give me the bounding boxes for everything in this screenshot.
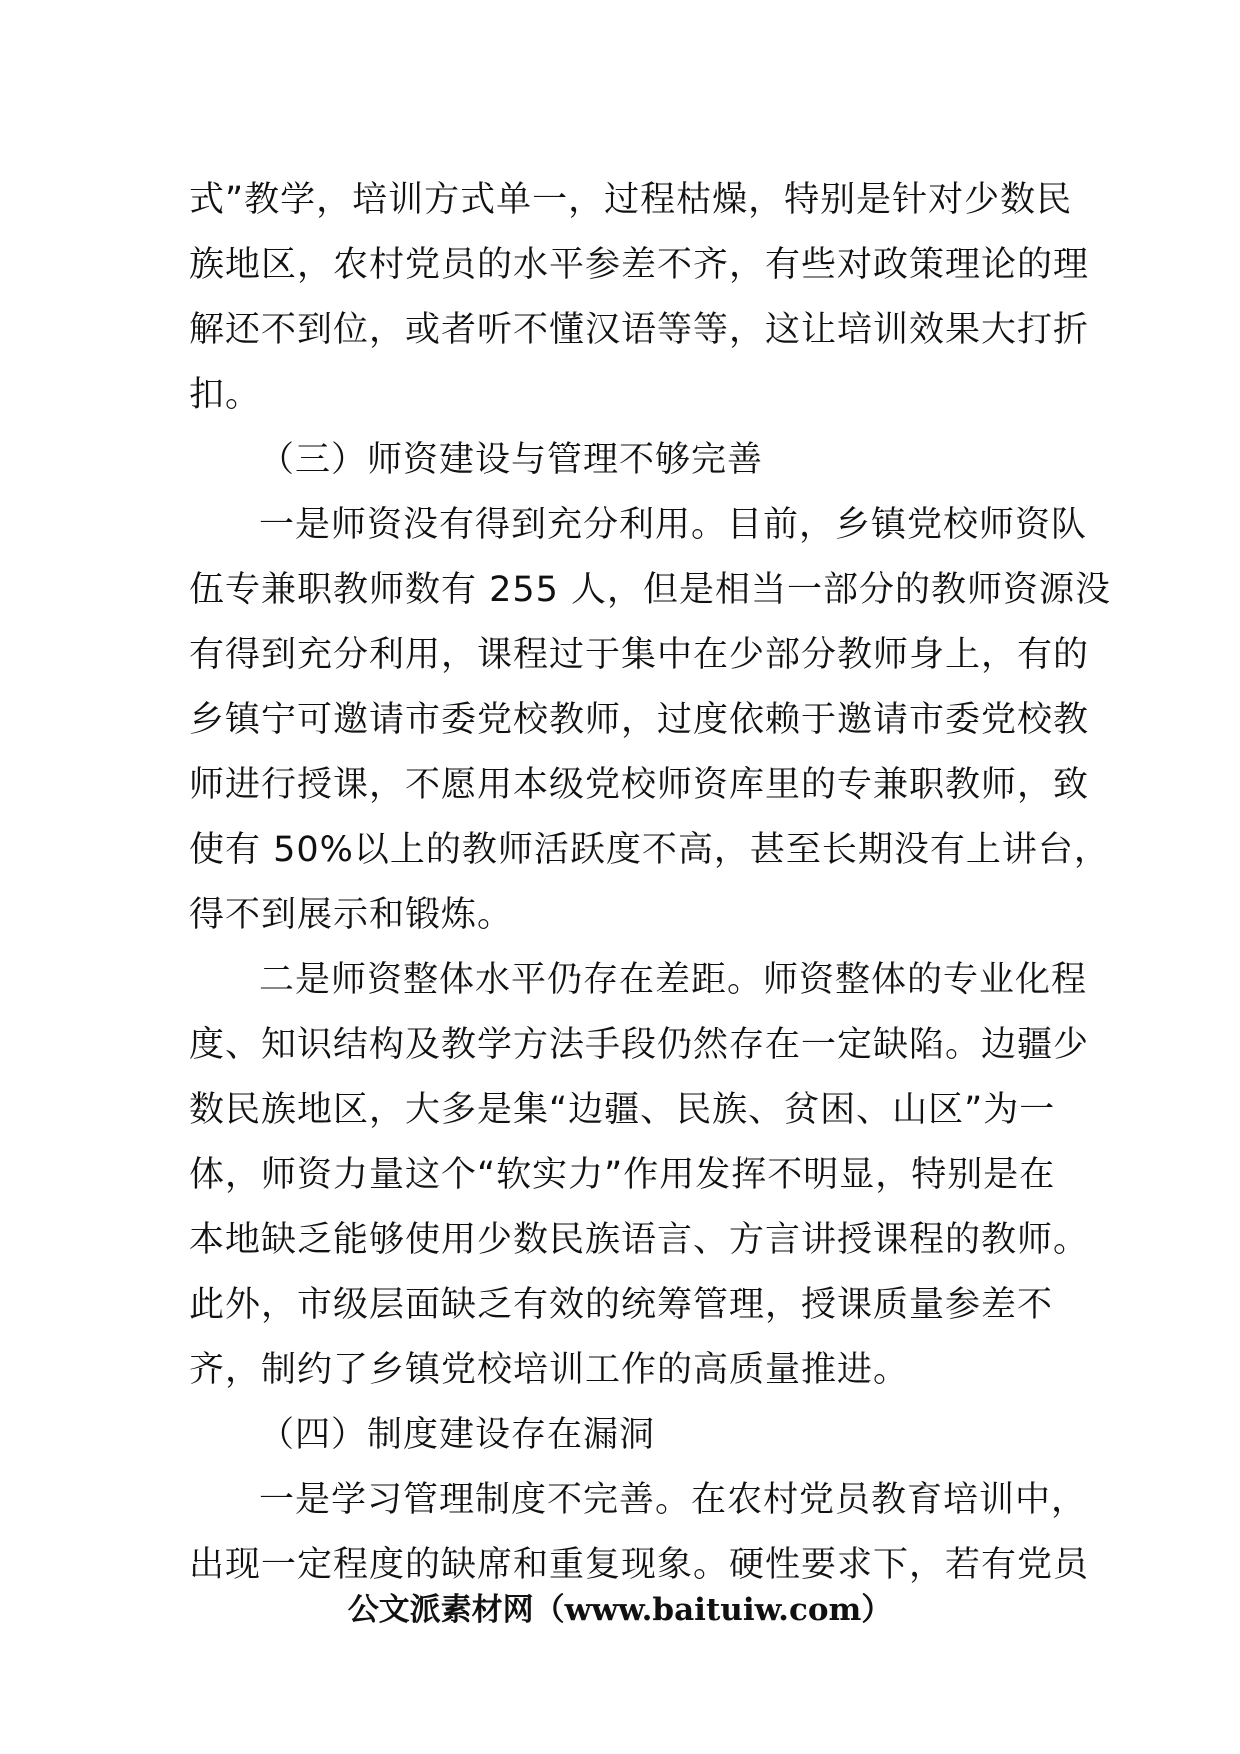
paragraph-start: 一是学习管理制度不完善。在农村党员教育培训中， bbox=[259, 1480, 1088, 1520]
paragraph-start: 一是师资没有得到充分利用。目前，乡镇党校师资队 bbox=[259, 505, 1088, 545]
text-line: 族地区，农村党员的水平参差不齐，有些对政策理论的理 bbox=[189, 245, 1090, 285]
text-line: 有得到充分利用，课程过于集中在少部分教师身上，有的 bbox=[189, 635, 1090, 675]
text-line: 数民族地区，大多是集“边疆、民族、贫困、山区”为一 bbox=[189, 1090, 1056, 1130]
text-line: 此外，市级层面缺乏有效的统筹管理，授课质量参差不 bbox=[189, 1285, 1054, 1325]
text-line: 出现一定程度的缺席和重复现象。硬性要求下，若有党员 bbox=[189, 1545, 1090, 1585]
text-line: 使有 50%以上的教师活跃度不高，甚至长期没有上讲台， bbox=[189, 830, 1110, 870]
document-body bbox=[189, 168, 1112, 1598]
text-line: 师进行授课，不愿用本级党校师资库里的专兼职教师，致 bbox=[189, 765, 1090, 805]
section-heading-3: （三）师资建设与管理不够完善 bbox=[259, 440, 764, 480]
text-line: 解还不到位，或者听不懂汉语等等，这让培训效果大打折 bbox=[189, 310, 1090, 350]
text-line: 伍专兼职教师数有 255 人，但是相当一部分的教师资源没 bbox=[189, 570, 1112, 610]
text-line: 乡镇宁可邀请市委党校教师，过度依赖于邀请市委党校教 bbox=[189, 700, 1090, 740]
text-line: 扣。 bbox=[189, 375, 262, 415]
text-line: 得不到展示和锻炼。 bbox=[189, 895, 514, 935]
text-line: 体，师资力量这个“软实力”作用发挥不明显，特别是在 bbox=[189, 1155, 1056, 1195]
paragraph-start: 二是师资整体水平仍存在差距。师资整体的专业化程 bbox=[259, 960, 1088, 1000]
text-line: 式”教学，培训方式单一，过程枯燥，特别是针对少数民 bbox=[189, 180, 1073, 220]
text-line: 本地缺乏能够使用少数民族语言、方言讲授课程的教师。 bbox=[189, 1220, 1090, 1260]
footer-watermark: 公文派素材网（www.baituiw.com） bbox=[347, 1592, 893, 1628]
text-line: 度、知识结构及教学方法手段仍然存在一定缺陷。边疆少 bbox=[189, 1025, 1090, 1065]
section-heading-4: （四）制度建设存在漏洞 bbox=[259, 1415, 656, 1455]
text-line: 齐，制约了乡镇党校培训工作的高质量推进。 bbox=[189, 1350, 910, 1390]
